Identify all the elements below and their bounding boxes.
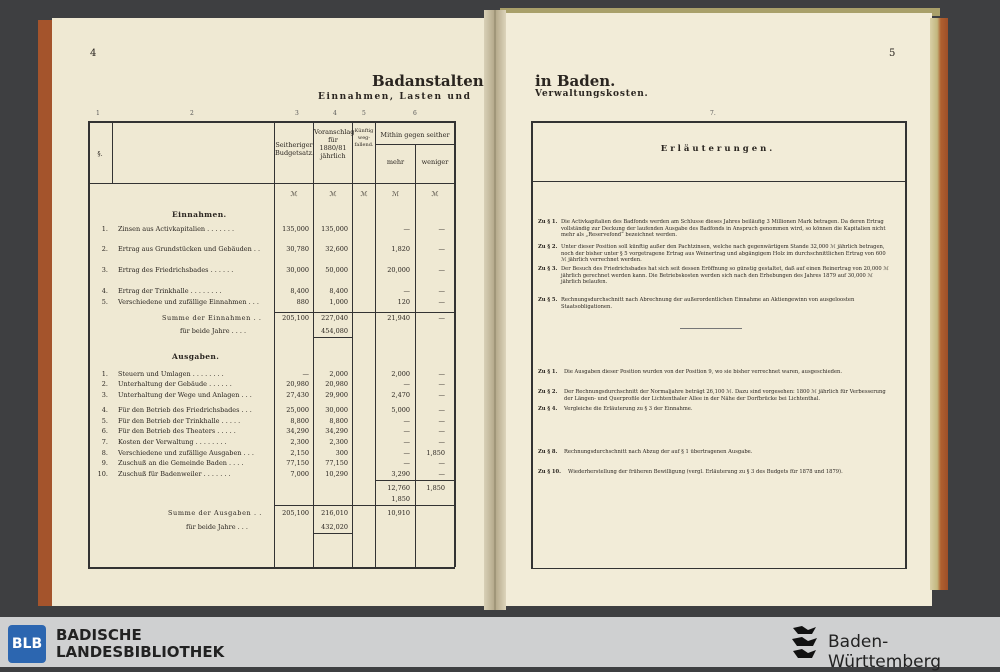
row-number: 1. [101, 370, 108, 378]
cell-proposal: 30,000 [325, 406, 348, 414]
total-more: 21,940 [387, 314, 410, 322]
cell-less: — [438, 287, 445, 295]
cell-more: 3,290 [391, 470, 410, 478]
row-number: 7. [101, 438, 108, 446]
table-rule [313, 121, 314, 567]
cell-budget: 7,000 [290, 470, 309, 478]
cell-more: — [403, 427, 410, 435]
header-less: weniger [421, 158, 449, 166]
table-rule [88, 121, 90, 567]
both-years-proposal: 432,020 [321, 523, 348, 531]
right-page-subtitle: Verwaltungskosten. [535, 89, 649, 99]
cell-proposal: 34,290 [325, 427, 348, 435]
row-number: 5. [101, 417, 108, 425]
cell-more: — [403, 380, 410, 388]
cell-less: — [438, 298, 445, 306]
row-number: 8. [101, 449, 108, 457]
row-label: Kosten der Verwaltung . . . . . . . . [118, 438, 227, 446]
cell-less: — [438, 266, 445, 274]
note-ref: Zu § 3. [538, 266, 558, 272]
row-number: 4. [101, 287, 108, 295]
note-text: Unter dieser Position soll künftig außer den Pachtzinsen, welche nach gegenwärtigem Stande 32,000 ℳ jährlich betragen, noch der bisher unter § 5 vorgetragene Ertrag aus Weinertrag und abgängigem Holz im durchschnittlichen Ertrag von 600 ℳ jährlich verrechnet werden. [561, 244, 886, 263]
column-number: 6 [413, 110, 417, 117]
note-ref: Zu § 2. [538, 244, 558, 250]
cell-less: — [438, 459, 445, 467]
column-number: 4 [333, 110, 337, 117]
cell-more: 1,820 [391, 245, 410, 253]
both-years-proposal: 454,080 [321, 327, 348, 335]
column-number: 3 [295, 110, 299, 117]
cell-proposal: 29,900 [325, 391, 348, 399]
cell-proposal: 1,000 [329, 298, 348, 306]
row-number: 4. [101, 406, 108, 414]
table-rule [375, 144, 455, 145]
cell-more: — [403, 417, 410, 425]
header-variable: Künftig weg-fallend. [354, 128, 374, 148]
library-name[interactable] [56, 627, 224, 661]
note-ref: Zu § 4. [538, 406, 558, 412]
total-label: Summe der Einnahmen . . [162, 314, 262, 322]
row-label: Ertrag der Trinkhalle . . . . . . . . [118, 287, 222, 295]
table-rule [415, 144, 416, 567]
cell-budget: 2,150 [290, 449, 309, 457]
note-ref: Zu § 1. [538, 369, 558, 375]
unit-mark: ℳ [360, 190, 368, 198]
explanations-heading: Erläuterungen. [660, 144, 776, 154]
cell-less: — [438, 245, 445, 253]
cell-more: 2,470 [391, 391, 410, 399]
row-label: Unterhaltung der Wege und Anlagen . . . [118, 391, 252, 399]
row-number: 6. [101, 427, 108, 435]
total-less: — [438, 314, 445, 322]
row-label: Für den Betrieb des Theaters . . . . . [118, 427, 236, 435]
cell-proposal: 20,980 [325, 380, 348, 388]
income-heading: Einnahmen. [172, 210, 227, 219]
header-compare: Mithin gegen seither [380, 131, 450, 139]
right-page-number: 5 [889, 48, 896, 59]
row-label: Verschiedene und zufällige Einnahmen . . . [118, 298, 259, 306]
lions-crest-icon [790, 624, 820, 662]
cell-less: — [438, 391, 445, 399]
cell-proposal: 32,600 [325, 245, 348, 253]
note-ref: Zu § 10. [538, 469, 561, 475]
cell-proposal: 50,000 [325, 266, 348, 274]
note-text: Wiederherstellung der früheren Bewilligung (vergl. Erläuterung zu § 3 des Budgets für 1878 und 1879). [568, 469, 843, 475]
cell-budget: 27,430 [286, 391, 309, 399]
row-label: Zuschuß für Badenweiler . . . . . . . [118, 470, 231, 478]
row-label: Für den Betrieb der Trinkhalle . . . . . [118, 417, 241, 425]
cell-less: — [438, 225, 445, 233]
header-proposal: Voranschlag für 1880/81 jährlich [314, 128, 355, 160]
cell-proposal: 77,150 [325, 459, 348, 467]
header-more: mehr [386, 158, 405, 166]
cell-proposal: 2,000 [329, 370, 348, 378]
note-text: Der Rechnungsdurchschnitt der Normaljahre beträgt 26,100 ℳ. Dazu sind vorgesehen: 1800 ℳ jährlich für Verbesserung der Längen- und Querprofile der Lichtenthaler Allee in der Nähe der Dorfbrücke bei Lichtenthal. [564, 389, 886, 402]
table-rule [454, 121, 456, 567]
both-years-label: für beide Jahre . . . . [180, 327, 247, 335]
row-label: Für den Betrieb des Friedrichsbades . . . [118, 406, 252, 414]
left-page-title: Badanstalten [372, 72, 484, 90]
table-rule [88, 121, 455, 123]
cell-proposal: 300 [335, 449, 348, 457]
subtotal-more: 12,760 [387, 484, 410, 492]
cell-less: — [438, 438, 445, 446]
table-rule [274, 312, 455, 313]
cell-more: 120 [397, 298, 410, 306]
cell-budget: 30,000 [286, 266, 309, 274]
cell-less: 1,850 [426, 449, 445, 457]
row-number: 10. [97, 470, 108, 478]
left-page-subtitle: Einnahmen, Lasten und [318, 92, 472, 102]
subtotal-diff: 1,850 [391, 495, 410, 503]
cell-budget: 880 [296, 298, 309, 306]
cell-proposal: 2,300 [329, 438, 348, 446]
note-ref: Zu § 2. [538, 389, 558, 395]
cell-proposal: 8,800 [329, 417, 348, 425]
table-rule [88, 183, 455, 184]
column-number: 2 [190, 110, 194, 117]
cell-less: — [438, 406, 445, 414]
header-paragraph: §. [97, 150, 103, 158]
explanations-box [531, 121, 907, 569]
cell-budget: 8,400 [290, 287, 309, 295]
section-divider [680, 328, 742, 329]
cell-less: — [438, 417, 445, 425]
cell-budget: 30,780 [286, 245, 309, 253]
cell-more: 5,000 [391, 406, 410, 414]
row-number: 1. [101, 225, 108, 233]
column-number: 1 [96, 110, 100, 117]
unit-mark: ℳ [290, 190, 298, 198]
left-page-number: 4 [90, 48, 97, 59]
cell-less: — [438, 380, 445, 388]
table-rule [274, 121, 275, 567]
note-ref: Zu § 5. [538, 297, 558, 303]
note-text: Der Besuch des Friedrichsbades hat sich seit dessen Eröffnung so günstig gestaltet, daß auf einen Reinertrag von 20,000 ℳ jährlich gerechnet werden kann. Die Betriebskosten werden sich nach den Erhebungen des Jahres 1879 auf 30,000 ℳ jährlich belaufen. [561, 266, 889, 285]
state-name[interactable]: Baden-Württemberg [828, 632, 942, 672]
row-number: 2. [101, 380, 108, 388]
cell-more: — [403, 287, 410, 295]
total-more: 10,910 [387, 509, 410, 517]
table-rule [274, 505, 455, 506]
row-label: Verschiedene und zufällige Ausgaben . . . [118, 449, 254, 457]
expense-heading: Ausgaben. [172, 352, 220, 361]
note-ref: Zu § 8. [538, 449, 558, 455]
row-number: 3. [101, 266, 108, 274]
right-page-title: in Baden. [535, 72, 616, 90]
unit-mark: ℳ [431, 190, 439, 198]
cell-proposal: 10,290 [325, 470, 348, 478]
row-number: 2. [101, 245, 108, 253]
row-number: 3. [101, 391, 108, 399]
cell-budget: — [302, 370, 309, 378]
table-rule [375, 480, 455, 481]
both-years-label: für beide Jahre . . . [186, 523, 248, 531]
cell-budget: 25,000 [286, 406, 309, 414]
table-rule [531, 181, 905, 182]
note-text: Vergleiche die Erläuterung zu § 3 der Einnahme. [564, 406, 693, 412]
table-rule [313, 337, 352, 338]
cell-budget: 20,980 [286, 380, 309, 388]
cell-budget: 135,000 [282, 225, 309, 233]
total-proposal: 227,040 [321, 314, 348, 322]
cell-budget: 2,300 [290, 438, 309, 446]
cell-budget: 34,290 [286, 427, 309, 435]
column-number: 7. [710, 110, 716, 117]
library-name-line2: LANDESBIBLIOTHEK [56, 643, 225, 661]
book-cover-right [930, 18, 948, 590]
library-name-line1: BADISCHE [56, 626, 142, 644]
cell-less: — [438, 470, 445, 478]
total-budget: 205,100 [282, 509, 309, 517]
row-label: Zuschuß an die Gemeinde Baden . . . . [118, 459, 244, 467]
table-rule [313, 533, 352, 534]
header-budget: Seitheriger Budgetsatz. [275, 141, 315, 157]
cell-more: — [403, 225, 410, 233]
note-text: Die Activkapitalien des Badfonds werden am Schlusse dieses Jahres beiläufig 3 Millionen Mark betragen. Da deren Ertrag vollständig zur Deckung der laufenden Ausgabe des Badfonds in Anspruch genommen wird, so können die Kapitalien nicht mehr als „Reservefond“ bezeichnet werden. [561, 219, 886, 238]
table-rule [88, 567, 455, 569]
cell-more: — [403, 438, 410, 446]
note-text: Rechnungsdurchschnitt nach Abrechnung der außerordentlichen Einnahme an Aktiengewinn von ausgeloosten Staatsobligationen. [561, 297, 855, 310]
unit-mark: ℳ [392, 190, 399, 198]
row-label: Ertrag des Friedrichsbades . . . . . . [118, 266, 234, 274]
blb-logo[interactable]: BLB [8, 625, 46, 663]
total-label: Summe der Ausgaben . . [168, 509, 262, 517]
cell-proposal: 135,000 [321, 225, 348, 233]
cell-more: — [403, 459, 410, 467]
cell-less: — [438, 427, 445, 435]
row-number: 9. [101, 459, 108, 467]
total-proposal: 216,010 [321, 509, 348, 517]
note-ref: Zu § 1. [538, 219, 558, 225]
total-budget: 205,100 [282, 314, 309, 322]
cell-budget: 8,800 [290, 417, 309, 425]
table-rule [352, 121, 353, 567]
table-rule [112, 121, 113, 183]
row-label: Ertrag aus Grundstücken und Gebäuden . . [118, 245, 261, 253]
row-label: Steuern und Umlagen . . . . . . . . [118, 370, 224, 378]
note-text: Rechnungsdurchschnitt nach Abzug der auf § 1 übertragenen Ausgabe. [564, 449, 753, 455]
subtotal-less: 1,850 [426, 484, 445, 492]
cell-more: — [403, 449, 410, 457]
row-number: 5. [101, 298, 108, 306]
unit-mark: ℳ [329, 190, 337, 198]
note-text: Die Ausgaben dieser Position wurden von der Position 9, wo sie bisher verrechnet waren, ausgeschieden. [564, 369, 843, 375]
cell-less: — [438, 370, 445, 378]
cell-more: 20,000 [387, 266, 410, 274]
cell-budget: 77,150 [286, 459, 309, 467]
cell-more: 2,000 [391, 370, 410, 378]
book-spine [484, 10, 506, 610]
column-number: 5 [362, 110, 366, 117]
cell-proposal: 8,400 [329, 287, 348, 295]
row-label: Zinsen aus Activkapitalien . . . . . . . [118, 225, 235, 233]
row-label: Unterhaltung der Gebäude . . . . . . [118, 380, 232, 388]
